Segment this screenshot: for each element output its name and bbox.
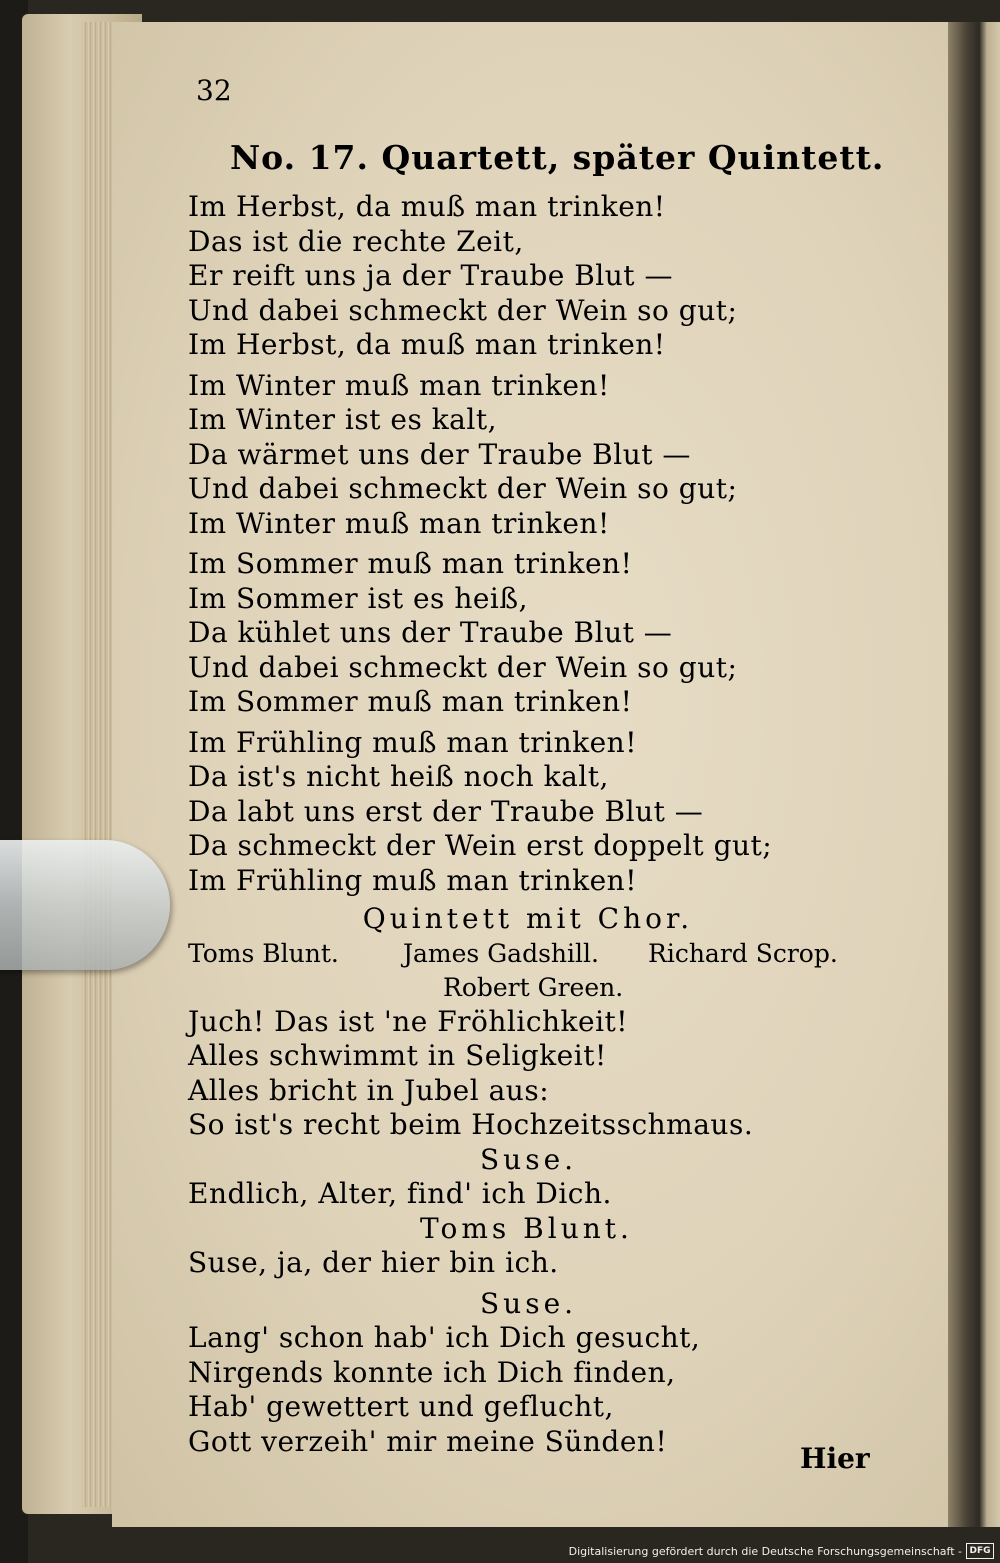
verse-line: Und dabei schmeckt der Wein so gut;	[188, 472, 738, 505]
stanza	[188, 547, 868, 720]
digitization-footer	[569, 1541, 994, 1561]
verse-line: Nirgends konnte ich Dich finden,	[188, 1355, 676, 1389]
chorus	[188, 1005, 868, 1143]
speaker-row	[188, 937, 868, 971]
verse-line: Im Winter ist es kalt,	[188, 403, 497, 436]
verse-line: Suse, ja, der hier bin ich.	[188, 1246, 559, 1279]
section-title: Quintett mit Chor.	[362, 902, 694, 935]
verse-line: Juch! Das ist 'ne Fröhlichkeit!	[188, 1004, 629, 1038]
verse-line: Im Sommer muß man trinken!	[188, 547, 633, 580]
stanza	[188, 726, 868, 899]
verse-line: Im Sommer muß man trinken!	[188, 685, 633, 718]
text-block	[188, 190, 868, 1459]
verse-line: Im Frühling muß man trinken!	[188, 725, 637, 759]
verse-line: Im Herbst, da muß man trinken!	[188, 190, 666, 223]
speaker-name: Toms Blunt.	[420, 1211, 633, 1245]
verse-line: Da kühlet uns der Traube Blut —	[188, 616, 673, 649]
verse-line: Das ist die rechte Zeit,	[188, 224, 524, 258]
verse-line: Im Frühling muß man trinken!	[188, 863, 637, 897]
verse-line: Lang' schon hab' ich Dich gesucht,	[188, 1321, 701, 1354]
verse-line: Da ist's nicht heiß noch kalt,	[188, 760, 609, 793]
speaker-name: Suse.	[480, 1286, 578, 1320]
speaker-name: James Gadshill.	[403, 938, 599, 968]
speaker-row	[188, 971, 868, 1005]
book-gutter	[948, 22, 1000, 1527]
stanza	[188, 369, 868, 542]
stanza	[188, 190, 868, 363]
verse-line: Im Sommer ist es heiß,	[188, 581, 528, 615]
verse-line: Er reift uns ja der Traube Blut —	[188, 259, 673, 292]
catchword: Hier	[800, 1442, 870, 1475]
verse-line: Gott verzeih' mir meine Sünden!	[188, 1424, 668, 1458]
speaker-name: Toms Blunt.	[188, 938, 339, 968]
verse-line: So ist's recht beim Hochzeitsschmaus.	[188, 1108, 754, 1141]
verse-line: Im Winter muß man trinken!	[188, 368, 610, 402]
verse-line: Hab' gewettert und geflucht,	[188, 1390, 614, 1423]
speaker-name: Richard Scrop.	[648, 938, 838, 968]
verse-line: Da labt uns erst der Traube Blut —	[188, 794, 704, 828]
verse-line: Alles bricht in Jubel aus:	[188, 1073, 550, 1107]
verse-line: Im Winter muß man trinken!	[188, 506, 610, 540]
footer-text: Digitalisierung gefördert durch die Deutsche Forschungsgemeinschaft -	[568, 1544, 962, 1558]
verse-line: Im Herbst, da muß man trinken!	[188, 328, 666, 361]
verse-line: Da wärmet uns der Traube Blut —	[188, 437, 691, 471]
page-number: 32	[196, 74, 232, 107]
dfg-logo: DFG	[966, 1543, 994, 1559]
verse-line: Endlich, Alter, find' ich Dich.	[188, 1177, 612, 1210]
speaker-name: Robert Green.	[443, 972, 624, 1002]
verse-line: Alles schwimmt in Seligkeit!	[188, 1039, 607, 1072]
speaker-name: Suse.	[480, 1142, 578, 1176]
page-clip	[0, 840, 170, 970]
verse-line: Und dabei schmeckt der Wein so gut;	[188, 650, 738, 684]
verse-line: Und dabei schmeckt der Wein so gut;	[188, 293, 738, 327]
verse-line: Da schmeckt der Wein erst doppelt gut;	[188, 829, 773, 862]
song-heading: No. 17. Quartett, später Quintett.	[230, 138, 885, 177]
